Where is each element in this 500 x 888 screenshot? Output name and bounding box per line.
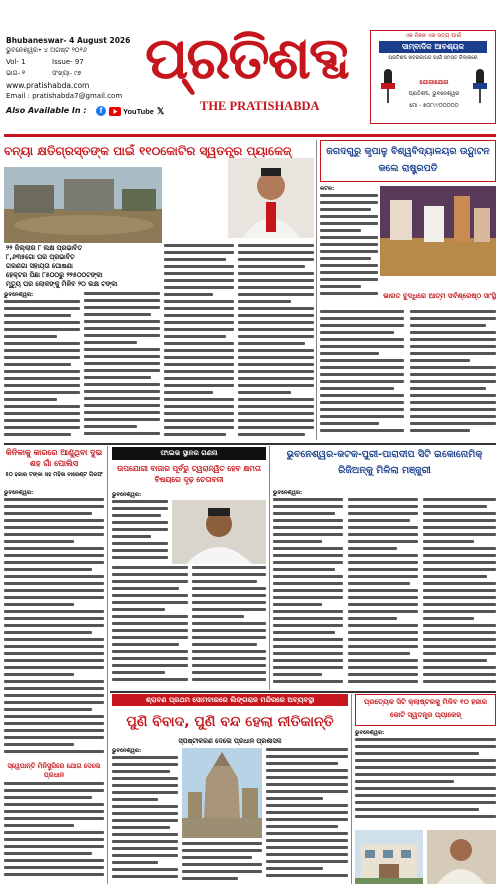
building-photo — [355, 830, 423, 884]
corridor-body-col3 — [423, 498, 496, 688]
temple-headline: ପୁଣି ବିବାଦ, ପୁଣି ବନ୍ଦ ହେଲା ନୀତିକାନ୍ତି — [126, 714, 334, 730]
fiber-headline: ଉପଯୋଗୀ ବାଜାର ପୂର୍ବରୁ ତ୍ୱରାନ୍ୱିତ ହେବ କ୍ଷମତା ବିଷୟରେ ଦୃଢ଼ ଚେତାବନୀ — [117, 464, 261, 484]
lead-bullets — [6, 183, 226, 192]
minister-photo — [427, 830, 496, 884]
ad-title: ସାମ୍ବାଦିକ ଆବଶ୍ୟକ — [379, 41, 487, 53]
section-rule — [4, 443, 496, 445]
microphone-icon — [377, 67, 399, 111]
university-body-col2 — [410, 310, 496, 440]
university-photo — [380, 186, 496, 276]
youtube-label[interactable]: YouTube — [123, 107, 154, 116]
youtube-icon[interactable] — [109, 107, 121, 116]
ad-line1: ଏକ ନିଛକ ଏକ ସତ୍ୟ ପାଇଁ — [404, 33, 462, 39]
ad-line2: ପ୍ରତିଶବ୍ଦ ଖବରକାଗଜ ପାଇଁ ସମସ୍ତ ଜିଲ୍ଲାରେ — [388, 55, 478, 61]
temple-body-col1 — [112, 756, 178, 884]
university-body-top — [320, 194, 378, 304]
lead-bullet: ଗରଣଗା ସହାୟତା ଘୋଷଣା — [6, 262, 73, 270]
right-story-headline-box — [355, 694, 496, 726]
fiber-dateline: ଭୁବନେଶ୍ୱର: — [112, 492, 142, 498]
lead-bullet: ୮,୬୩୫ଗୋ ଘର ପ୍ରଭାବିତ — [6, 253, 75, 261]
university-dateline: କଟକ: — [320, 186, 335, 192]
lead-body-col3 — [164, 244, 234, 440]
lead-body-col4 — [238, 244, 314, 440]
left-column-headline: କିନିକାକୁ କାରରେ ଆଣୁଥିବା ଦୁଇ ଶହ ଗାଁ ପୋଲିସ — [5, 448, 103, 468]
column-rule — [107, 446, 108, 884]
section-rule — [110, 691, 496, 693]
flood-photo — [4, 167, 162, 243]
x-icon[interactable]: 𝕏 — [157, 106, 165, 116]
left-column-body2 — [4, 782, 104, 884]
right-story-body — [355, 738, 496, 826]
reporter-wanted-ad — [370, 30, 496, 124]
logo-english: THE PRATISHABDA — [200, 99, 320, 113]
column-rule — [316, 140, 317, 440]
lead-bullet — [166, 183, 226, 192]
ad-address: ପ୍ରତିଶବ୍ଦ, ଭୁବନେଶ୍ୱର — [408, 91, 460, 97]
fiber-body-col1 — [112, 500, 168, 564]
fiber-body-col3 — [192, 566, 266, 688]
left-column-dateline: ଭୁବନେଶ୍ୱର: — [4, 490, 34, 496]
left-column-body — [4, 498, 104, 758]
leader-photo — [228, 158, 314, 238]
facebook-icon[interactable]: f — [96, 106, 106, 116]
lead-body-col1 — [4, 300, 80, 440]
dateline: Bhubaneswar- 4 August 2026 — [6, 36, 131, 45]
ad-contact-label: ଯୋଗାଯୋଗ — [419, 79, 449, 86]
official-photo — [172, 500, 266, 564]
microphone-icon — [469, 67, 491, 111]
corridor-body-col1 — [273, 498, 343, 688]
volume-odia: ଭାଗ- ୧ — [6, 69, 26, 77]
corridor-body-col2 — [348, 498, 418, 688]
fiber-kicker: ଫାଇଭ ସ୍ଥାନର ଗଣନା — [112, 447, 266, 460]
issue-odia: ସଂଖ୍ୟା- ୯୭ — [52, 69, 82, 77]
email-text[interactable]: Email : pratishabda7@gmail.com — [6, 92, 123, 100]
lead-dateline: ଭୁବନେଶ୍ୱର: — [4, 292, 34, 298]
lead-body-col2 — [84, 292, 160, 440]
lead-bullet: ମୃତ୍ୟୁ ଘର ଲୋକଙ୍କୁ ମିଳିବ ୨୦ ଲକ୍ଷ ଟଙ୍କା — [6, 280, 118, 288]
lead-bullet: ୨୨ ଜିଲ୍ଲାର ୮ ଲକ୍ଷ ପ୍ରଭାବିତ — [6, 244, 83, 252]
masthead-rule — [4, 134, 496, 137]
masthead — [0, 0, 500, 135]
temple-body-col2 — [182, 842, 262, 884]
website-link[interactable]: www.pratishabda.com — [6, 81, 90, 90]
temple-sub: ସ୍ପଷ୍ଟୀକରଣ ଦେଲେ ପ୍ରଧାନ ପ୍ରଶାସକ — [178, 737, 282, 745]
university-subheadline: ଭାରତ ବୁଦ୍ଧିରେ ଆତ୍ମ ସର୍ବଶ୍ରେଷ୍ଠ ସାଂସ୍ଥି — [383, 292, 496, 300]
left-column-headline2: ସ୍ୱେପାନ୍ତି ମିନିସ୍ଟ୍ରିରେ ଯୋଗ ଦେଲେ ପ୍ରଧାନ — [7, 762, 101, 779]
left-column-sub: ୫୦ ହଜାର ଟଙ୍କା ସହ ମହିଳା ବାରେଣ୍ଟ ଗିରଫ — [5, 472, 103, 478]
lead-bullet: ହେକ୍ଟର ପିଛା ୮୫୦୦ରୁ ୨୨୫୦୦ଟଙ୍କା — [6, 271, 103, 279]
temple-body-col3 — [266, 748, 348, 884]
university-body-col1 — [320, 310, 404, 440]
temple-kicker: ଶ୍ରାବଣ ପ୍ରଥମ ସୋମବାରରେ ଲିଙ୍ଗରାଜ ମନ୍ଦିରରେ ଅବ୍ୟବସ୍ଥା — [112, 694, 348, 706]
lead-headline: ବନ୍ୟା କ୍ଷତିଗ୍ରସ୍ତଙ୍କ ପାଇଁ ୧୧୦କୋଟିର ସ୍ୱତନ୍ତ୍ର ପ୍ୟାକେଜ୍ — [4, 144, 292, 158]
temple-dateline: ଭୁବନେଶ୍ୱର: — [112, 748, 142, 754]
column-rule — [351, 694, 352, 884]
ad-phone: ମୋ - ୭୦୮୯୯୦୦୦୦୦ — [409, 103, 459, 109]
right-story-headline: ପ୍ରତ୍ୟେକ ସିଟି କ୍ଲାଷ୍ଟରକୁ ମିଳିବ ୧୦ ହଜାର କୋଟି ସ୍ୱତନ୍ତ୍ର ପ୍ୟାକେଜ୍ — [363, 698, 488, 719]
corridor-dateline: ଭୁବନେଶ୍ୱର: — [273, 490, 303, 496]
corridor-headline: ଭୁବନେଶ୍ୱର-କଟକ-ପୁରୀ-ପାରାଦୀପ ସିଟି ଇକୋନୋମିକ୍ ରିଜିଅନ୍କୁ ମିଳିଲା ମଞ୍ଜୁରୀ — [286, 449, 483, 476]
temple-photo — [182, 748, 262, 838]
logo-odia: ପ୍ରତିଶବ୍ଦ — [145, 24, 348, 92]
university-headline: ଜଗଦଗୁରୁ କୃପାଳୁ ବିଶ୍ୱବିଦ୍ୟାଳୟର ଉଦ୍ଘାଟନ କଲେ ରାଷ୍ଟ୍ରପତି — [326, 146, 490, 174]
column-rule — [269, 446, 270, 690]
volume: Vol- 1 — [6, 58, 26, 66]
issue: Issue- 97 — [52, 58, 84, 66]
right-story-dateline: ଭୁବନେଶ୍ୱର: — [355, 730, 385, 736]
dateline-odia: ଭୁବନେଶ୍ୱର• ୪ ଅଗଷ୍ଟ ୨୦୨୬ — [6, 46, 87, 54]
university-headline-box — [320, 140, 496, 182]
also-available-label: Also Available In : — [6, 106, 87, 115]
fiber-body-col2 — [112, 566, 188, 688]
